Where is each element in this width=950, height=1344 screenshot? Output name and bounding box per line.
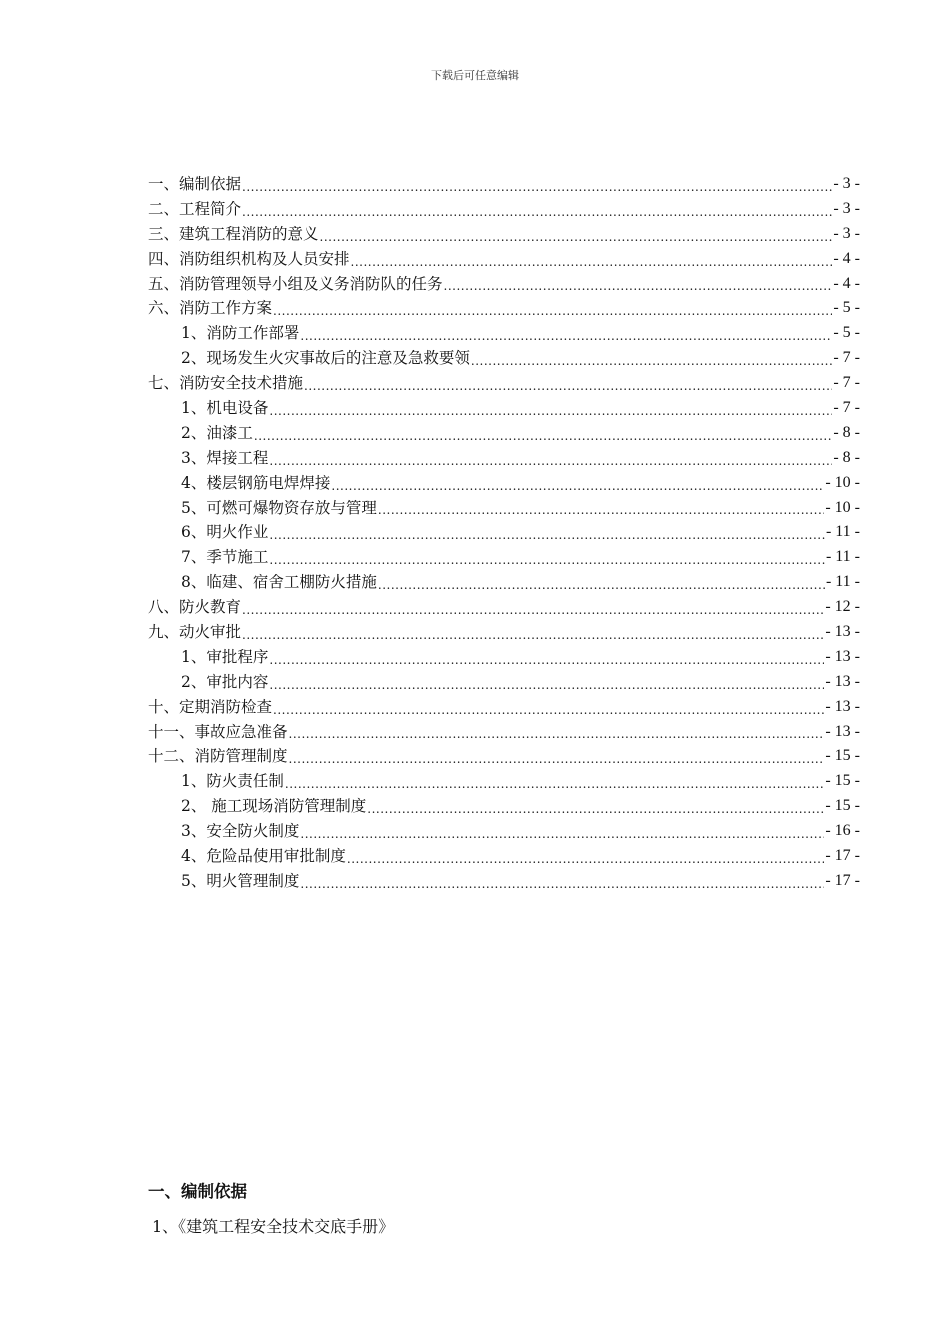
- toc-leader-dots: [269, 550, 825, 570]
- toc-leader-dots: [254, 426, 832, 446]
- toc-entry[interactable]: [148, 247, 860, 272]
- toc-entry[interactable]: [148, 645, 860, 670]
- toc-leader-dots: [242, 600, 824, 620]
- toc-entry-page: - 8 -: [833, 423, 860, 441]
- toc-entry[interactable]: [148, 844, 860, 869]
- toc-entry-title: 1、消防工作部署: [181, 324, 300, 343]
- toc-leader-dots: [269, 401, 832, 421]
- toc-entry-page: - 5 -: [833, 324, 860, 342]
- toc-entry[interactable]: [148, 695, 860, 720]
- toc-entry-title: 十、定期消防检查: [148, 697, 273, 716]
- toc-leader-dots: [242, 202, 832, 222]
- toc-entry-page: - 15 -: [825, 772, 860, 790]
- toc-entry-page: - 7 -: [833, 399, 860, 416]
- toc-leader-dots: [320, 227, 833, 247]
- toc-entry[interactable]: [148, 172, 860, 197]
- toc-leader-dots: [300, 326, 832, 346]
- toc-entry-title: 8、临建、宿舍工棚防火措施: [181, 573, 377, 592]
- toc-entry[interactable]: [148, 272, 860, 297]
- toc-entry-title: 五、消防管理领导小组及义务消防队的任务: [148, 274, 443, 293]
- toc-entry-page: - 10 -: [825, 473, 860, 491]
- toc-entry-page: - 3 -: [833, 224, 860, 242]
- toc-entry[interactable]: [148, 520, 860, 545]
- toc-entry[interactable]: [148, 197, 860, 222]
- toc-entry[interactable]: [148, 769, 860, 794]
- toc-leader-dots: [444, 276, 833, 296]
- toc-entry[interactable]: [148, 296, 860, 321]
- toc-leader-dots: [269, 451, 832, 471]
- toc-entry-page: - 15 -: [825, 747, 860, 765]
- toc-leader-dots: [300, 874, 824, 894]
- toc-entry-title: 5、可燃可爆物资存放与管理: [181, 498, 377, 517]
- toc-entry-page: - 10 -: [825, 498, 860, 516]
- toc-entry-page: - 17 -: [825, 847, 860, 865]
- toc-entry[interactable]: [148, 421, 860, 446]
- toc-entry-title: 八、防火教育: [148, 598, 242, 617]
- toc-entry-page: - 3 -: [833, 174, 860, 192]
- reference-item: 1、《建筑工程安全技术交底手册》: [152, 1217, 395, 1236]
- toc-entry-title: 九、动火审批: [148, 623, 242, 642]
- toc-leader-dots: [471, 351, 832, 371]
- toc-entry-title: 7、季节施工: [181, 548, 269, 567]
- toc-entry-title: 2、油漆工: [181, 423, 253, 442]
- toc-leader-dots: [269, 650, 824, 670]
- toc-entry[interactable]: [148, 396, 860, 421]
- page-header-note: 下载后可任意编辑: [431, 69, 519, 82]
- toc-entry-title: 1、机电设备: [181, 399, 269, 417]
- toc-entry-page: - 4 -: [833, 249, 860, 267]
- toc-entry[interactable]: [148, 595, 860, 620]
- toc-entry-page: - 4 -: [833, 274, 860, 292]
- toc-entry-page: - 13 -: [825, 697, 860, 715]
- toc-leader-dots: [300, 824, 824, 844]
- toc-entry[interactable]: [148, 819, 860, 844]
- toc-entry-page: - 8 -: [833, 448, 860, 466]
- toc-entry-page: - 7 -: [833, 374, 860, 392]
- toc-entry-page: - 17 -: [825, 871, 860, 889]
- toc-entry-page: - 13 -: [825, 647, 860, 665]
- toc-leader-dots: [242, 177, 832, 197]
- toc-entry[interactable]: [148, 670, 860, 695]
- toc-leader-dots: [285, 774, 824, 794]
- table-of-contents: [148, 172, 860, 894]
- section-heading: 一、编制依据: [148, 1182, 247, 1201]
- toc-entry-title: 2、审批内容: [181, 672, 269, 691]
- toc-entry[interactable]: [148, 545, 860, 570]
- toc-leader-dots: [269, 675, 824, 695]
- toc-entry-page: - 11 -: [825, 573, 860, 591]
- toc-entry-title: 4、楼层钢筋电焊焊接: [181, 473, 331, 492]
- toc-entry-page: - 16 -: [825, 822, 860, 840]
- toc-entry-title: 2、现场发生火灾事故后的注意及急救要领: [181, 349, 470, 368]
- toc-entry-page: - 12 -: [825, 598, 860, 616]
- toc-leader-dots: [269, 525, 825, 545]
- toc-entry[interactable]: [148, 446, 860, 471]
- toc-entry-title: 2、 施工现场消防管理制度: [181, 797, 367, 816]
- toc-entry-title: 1、防火责任制: [181, 772, 284, 791]
- toc-entry-page: - 11 -: [825, 523, 860, 541]
- toc-entry[interactable]: [148, 744, 860, 769]
- toc-leader-dots: [273, 700, 824, 720]
- toc-entry[interactable]: [148, 496, 860, 521]
- toc-entry-title: 六、消防工作方案: [148, 299, 273, 318]
- toc-entry[interactable]: [148, 471, 860, 496]
- toc-entry-title: 1、审批程序: [181, 647, 269, 666]
- toc-entry-title: 十二、消防管理制度: [148, 747, 288, 766]
- toc-entry-page: - 13 -: [825, 722, 860, 740]
- toc-leader-dots: [289, 724, 825, 744]
- toc-entry-page: - 11 -: [825, 548, 860, 566]
- toc-entry-title: 二、工程简介: [148, 199, 242, 218]
- toc-leader-dots: [331, 476, 824, 496]
- toc-entry[interactable]: [148, 720, 860, 745]
- toc-entry[interactable]: [148, 794, 860, 819]
- toc-entry-page: - 5 -: [833, 299, 860, 317]
- toc-entry-title: 一、编制依据: [148, 174, 242, 193]
- toc-leader-dots: [378, 575, 825, 595]
- toc-entry-title: 5、明火管理制度: [181, 871, 300, 890]
- toc-leader-dots: [304, 376, 832, 396]
- toc-entry-page: - 13 -: [825, 623, 860, 641]
- toc-entry-page: - 7 -: [833, 349, 860, 367]
- toc-entry-title: 三、建筑工程消防的意义: [148, 224, 319, 243]
- toc-entry[interactable]: [148, 620, 860, 645]
- toc-entry-page: - 15 -: [825, 797, 860, 815]
- toc-leader-dots: [347, 849, 824, 869]
- toc-leader-dots: [289, 749, 825, 769]
- toc-entry[interactable]: [148, 371, 860, 396]
- toc-entry-title: 4、危险品使用审批制度: [181, 847, 346, 866]
- toc-entry[interactable]: [148, 570, 860, 595]
- toc-entry-title: 四、消防组织机构及人员安排: [148, 249, 350, 268]
- toc-entry-page: - 3 -: [833, 199, 860, 217]
- toc-leader-dots: [273, 301, 832, 321]
- toc-leader-dots: [378, 500, 824, 520]
- toc-entry[interactable]: [148, 346, 860, 371]
- toc-entry[interactable]: [148, 869, 860, 894]
- toc-leader-dots: [242, 625, 824, 645]
- toc-entry[interactable]: [148, 222, 860, 247]
- toc-leader-dots: [367, 799, 824, 819]
- toc-entry-title: 6、明火作业: [181, 523, 269, 542]
- toc-entry[interactable]: [148, 321, 860, 346]
- toc-leader-dots: [351, 252, 833, 272]
- toc-entry-page: - 13 -: [825, 672, 860, 690]
- toc-entry-title: 3、安全防火制度: [181, 822, 300, 841]
- toc-entry-title: 七、消防安全技术措施: [148, 374, 304, 393]
- toc-entry-title: 3、焊接工程: [181, 448, 269, 467]
- toc-entry-title: 十一、事故应急准备: [148, 722, 288, 741]
